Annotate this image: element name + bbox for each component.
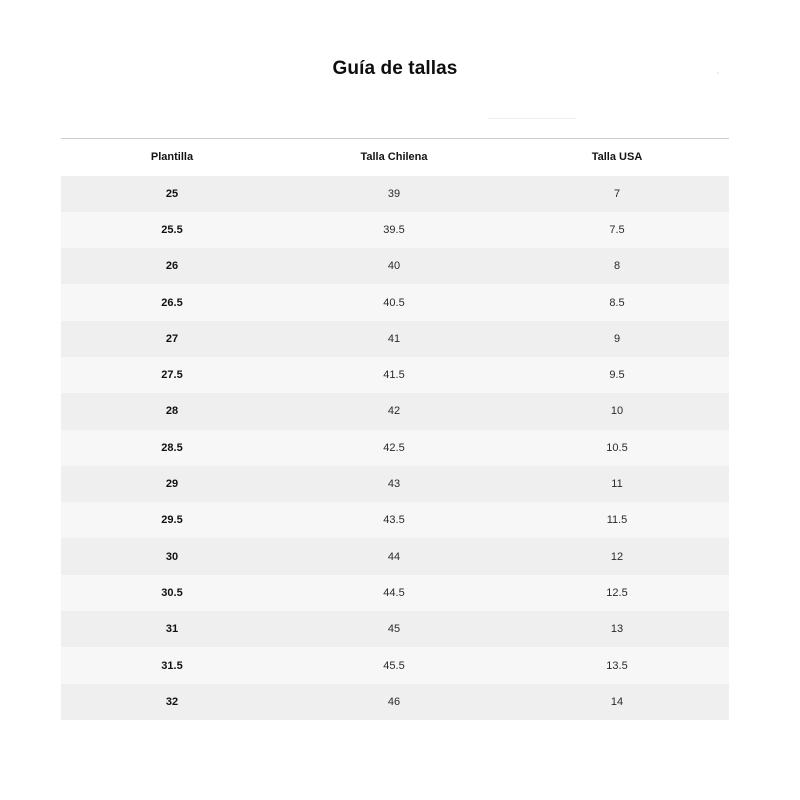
cell-insole: 27.5 <box>61 357 283 393</box>
cell-insole: 31.5 <box>61 647 283 683</box>
cell-usa-size: 9 <box>505 321 729 357</box>
table-row <box>61 393 729 429</box>
cell-usa-size: 14 <box>505 684 729 720</box>
cell-insole: 31 <box>61 611 283 647</box>
cell-chilean-size: 40 <box>283 248 505 284</box>
table-row <box>61 502 729 538</box>
cell-chilean-size: 46 <box>283 684 505 720</box>
table-row <box>61 357 729 393</box>
cell-chilean-size: 44 <box>283 538 505 574</box>
table-row <box>61 212 729 248</box>
cell-usa-size: 8 <box>505 248 729 284</box>
table-row <box>61 284 729 320</box>
column-header-usa-size: Talla USA <box>505 139 729 176</box>
table-row <box>61 430 729 466</box>
cell-insole: 26 <box>61 248 283 284</box>
header-row <box>61 139 729 176</box>
cell-usa-size: 10 <box>505 393 729 429</box>
table-row <box>61 466 729 502</box>
cell-insole: 32 <box>61 684 283 720</box>
table-body <box>61 176 729 720</box>
cell-chilean-size: 41 <box>283 321 505 357</box>
cell-usa-size: 7.5 <box>505 212 729 248</box>
cell-usa-size: 11 <box>505 466 729 502</box>
size-table <box>61 138 729 720</box>
table-row <box>61 538 729 574</box>
cell-usa-size: 8.5 <box>505 284 729 320</box>
cell-chilean-size: 39 <box>283 176 505 212</box>
table-row <box>61 575 729 611</box>
cell-chilean-size: 43 <box>283 466 505 502</box>
cell-chilean-size: 42 <box>283 393 505 429</box>
cell-insole: 30 <box>61 538 283 574</box>
table-row <box>61 248 729 284</box>
table-row <box>61 176 729 212</box>
cell-chilean-size: 40.5 <box>283 284 505 320</box>
cell-chilean-size: 45 <box>283 611 505 647</box>
cell-insole: 28.5 <box>61 430 283 466</box>
cell-usa-size: 9.5 <box>505 357 729 393</box>
cell-insole: 29.5 <box>61 502 283 538</box>
column-header-chilean-size: Talla Chilena <box>283 139 505 176</box>
cell-usa-size: 10.5 <box>505 430 729 466</box>
cell-usa-size: 12.5 <box>505 575 729 611</box>
cell-usa-size: 7 <box>505 176 729 212</box>
cell-usa-size: 12 <box>505 538 729 574</box>
cell-usa-size: 13 <box>505 611 729 647</box>
table-row <box>61 647 729 683</box>
cell-insole: 25.5 <box>61 212 283 248</box>
cell-insole: 29 <box>61 466 283 502</box>
cell-chilean-size: 41.5 <box>283 357 505 393</box>
cell-insole: 26.5 <box>61 284 283 320</box>
table-row <box>61 684 729 720</box>
cell-insole: 28 <box>61 393 283 429</box>
cell-chilean-size: 42.5 <box>283 430 505 466</box>
cell-chilean-size: 44.5 <box>283 575 505 611</box>
divider <box>488 118 576 119</box>
decorative-dot <box>717 72 719 74</box>
cell-insole: 27 <box>61 321 283 357</box>
cell-usa-size: 11.5 <box>505 502 729 538</box>
cell-insole: 25 <box>61 176 283 212</box>
table-header <box>61 139 729 176</box>
cell-chilean-size: 45.5 <box>283 647 505 683</box>
page-title: Guía de tallas <box>332 58 458 79</box>
cell-chilean-size: 39.5 <box>283 212 505 248</box>
table-row <box>61 321 729 357</box>
cell-insole: 30.5 <box>61 575 283 611</box>
table-row <box>61 611 729 647</box>
column-header-insole: Plantilla <box>61 139 283 176</box>
cell-chilean-size: 43.5 <box>283 502 505 538</box>
cell-usa-size: 13.5 <box>505 647 729 683</box>
